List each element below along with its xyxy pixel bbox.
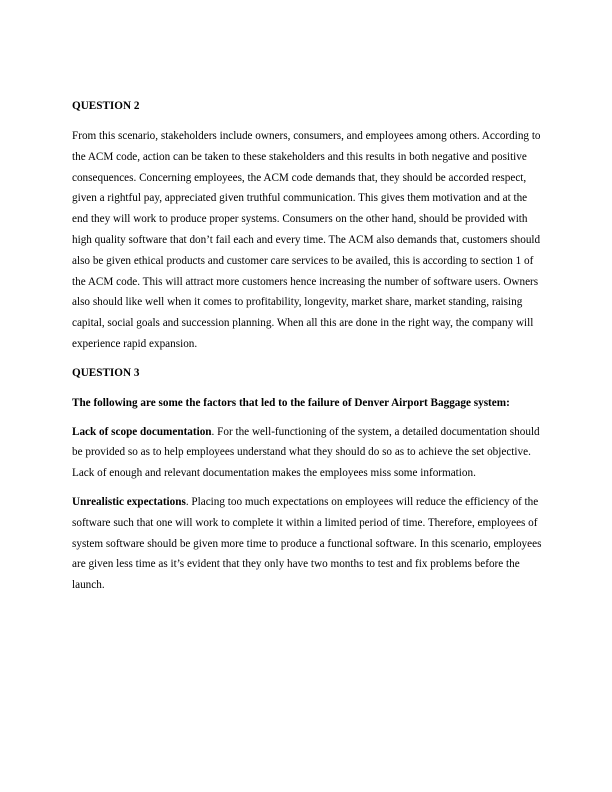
document-body [72, 96, 544, 604]
factor-scope-documentation-body: . For the well-functioning of the system, a detailed documentation should be provided so as to help employees understand what they should do so as to achieve the set objective. Lack of enough and relevant documentation makes the employees miss some information. [72, 425, 540, 480]
question-2-heading: QUESTION 2 [72, 100, 140, 112]
factor-unrealistic-expectations-title: Unrealistic expectations [72, 495, 186, 508]
factor-scope-documentation-title: Lack of scope documentation [72, 425, 212, 438]
question-3-heading: QUESTION 3 [72, 366, 140, 379]
factor-scope-documentation [72, 422, 544, 484]
factor-unrealistic-expectations-body: . Placing too much expectations on employees will reduce the efficiency of the software such that one will work to complete it within a limited period of time. Therefore, employees of system software should be given more time to produce a functional software. In this scenario, employees are given less time as it’s evident that they only have two months to test and fix problems before the launch. [72, 495, 542, 592]
factor-unrealistic-expectations [72, 492, 544, 596]
question-3-intro: The following are some the factors that led to the failure of Denver Airport Baggage system: [72, 396, 510, 409]
question-2-paragraph: From this scenario, stakeholders include owners, consumers, and employees among others. According to the ACM code, action can be taken to these stakeholders and this results in both negative and positive consequences. Concerning employees, the ACM code demands that, they should be accorded respect, given a rightful pay, appreciated given truthful communication. This gives them motivation and at the end they will work to produce proper systems. Consumers on the other hand, should be provided with high quality software that don’t fail each and every time. The ACM also demands that, customers should also be given ethical products and customer care services to be availed, this is according to section 1 of the ACM code. This will attract more customers hence increasing the number of software users. Owners also should like well when it comes to profitability, longevity, market share, market standing, raising capital, social goals and succession planning. When all this are done in the right way, the company will experience rapid expansion. [72, 130, 541, 350]
